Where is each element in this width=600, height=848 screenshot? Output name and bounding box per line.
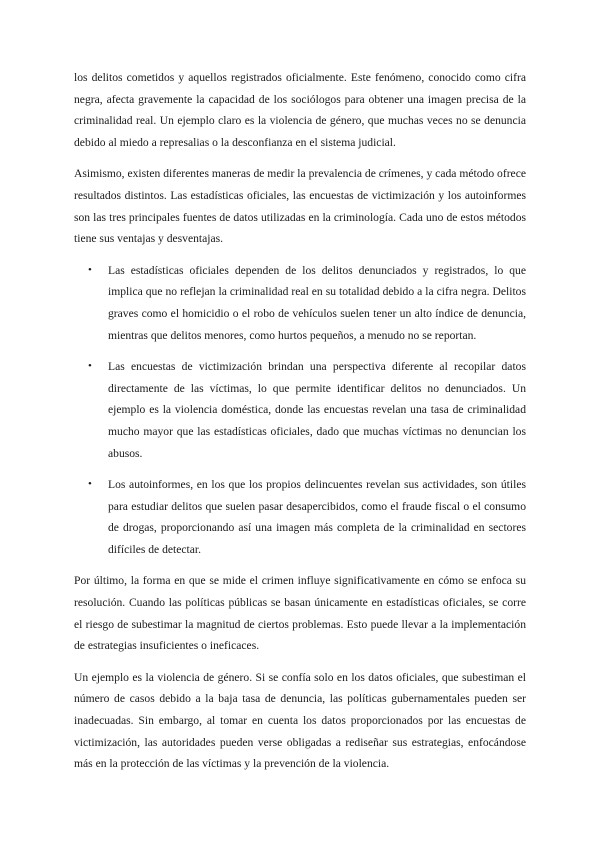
bullet-text: Los autoinformes, en los que los propios delincuentes revelan sus actividades, son útiles para estudiar delitos que suelen pasar desapercibidos, como el fraude fiscal o el consumo de drogas, proporcionando así una imagen más completa de la criminalidad en sectores difíciles de detectar. (108, 478, 526, 556)
bullet-icon: • (88, 263, 92, 276)
paragraph-metodos-medicion: Asimismo, existen diferentes maneras de medir la prevalencia de crímenes, y cada método ofrece resultados distintos. Las estadísticas oficiales, las encuestas de victimización y los autoinformes son las tres principales fuentes de datos utilizadas en la criminología. Cada uno de estos métodos tiene sus ventajas y desventajas. (74, 167, 526, 246)
bullet-text: Las encuestas de victimización brindan una perspectiva diferente al recopilar datos directamente de las víctimas, lo que permite identificar delitos no denunciados. Un ejemplo es la violencia doméstica, donde las encuestas revelan una tasa de criminalidad mucho mayor que las estadísticas oficiales, dado que muchas víctimas no denuncian los abusos. (108, 360, 526, 460)
bullet-item-autoinformes (74, 474, 526, 560)
bullet-text: Las estadísticas oficiales dependen de los delitos denunciados y registrados, lo que implica que no reflejan la criminalidad real en su totalidad debido a la cifra negra. Delitos graves como el homicidio o el robo de vehículos suelen tener un alto índice de denuncia, mientras que delitos menores, como hurtos pequeños, a menudo no se reportan. (108, 263, 526, 342)
bullet-icon: • (88, 360, 92, 373)
paragraph-cifra-negra: los delitos cometidos y aquellos registrados oficialmente. Este fenómeno, conocido como cifra negra, afecta gravemente la capacidad de los sociólogos para obtener una imagen precisa de la criminalidad real. Un ejemplo claro es la violencia de género, que muchas veces no se denuncia debido al miedo a represalias o la desconfianza en el sistema judicial. (74, 71, 526, 149)
bullet-icon: • (88, 478, 92, 491)
bullet-item-encuestas-victimizacion (74, 356, 526, 464)
paragraph-por-ultimo: Por último, la forma en que se mide el crimen influye significativamente en cómo se enfoca su resolución. Cuando las políticas públicas se basan únicamente en estadísticas oficiales, se corre el riesgo de subestimar la magnitud de ciertos problemas. Esto puede llevar a la implementación de estrategias insuficientes o ineficaces. (74, 574, 526, 653)
bullet-list-fuentes-datos (74, 260, 526, 561)
document-page (74, 67, 526, 785)
bullet-item-estadisticas-oficiales (74, 260, 526, 346)
paragraph-violencia-genero: Un ejemplo es la violencia de género. Si se confía solo en los datos oficiales, que subestiman el número de casos debido a la baja tasa de denuncia, las políticas gubernamentales pueden ser inadecuadas. Sin embargo, al tomar en cuenta los datos proporcionados por las encuestas de victimización, las autoridades pueden verse obligadas a rediseñar sus estrategias, enfocándose más en la protección de las víctimas y la prevención de la violencia. (74, 670, 526, 771)
